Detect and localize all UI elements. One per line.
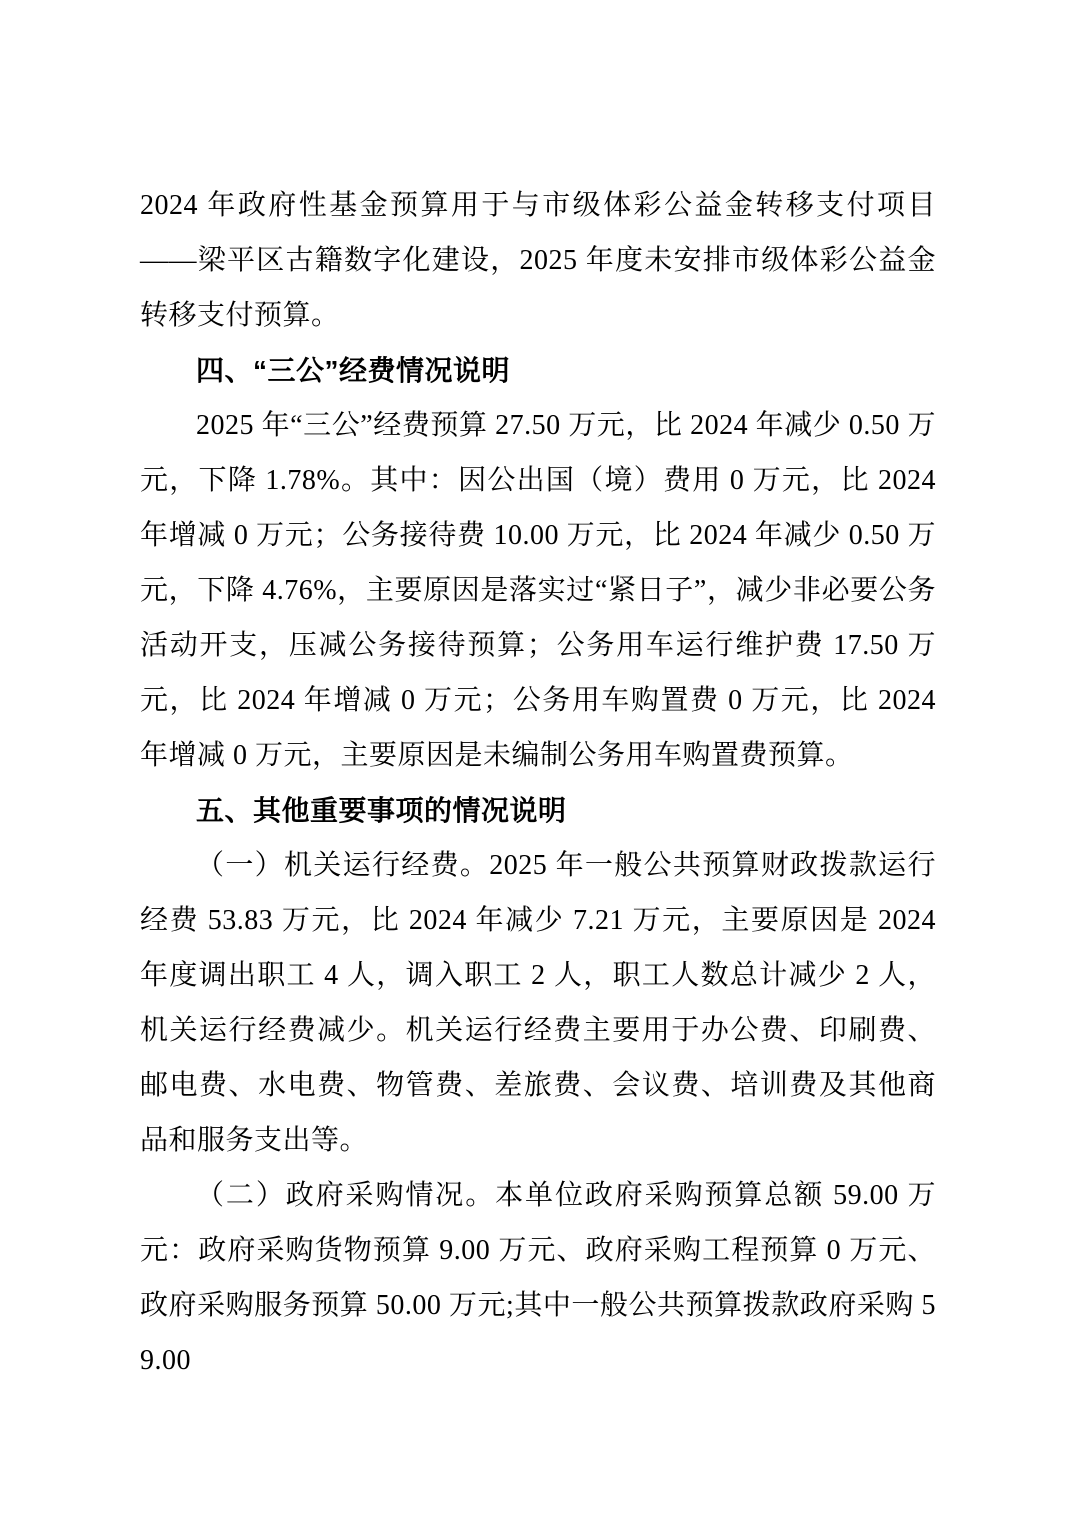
document-content [140,178,936,1388]
paragraph-government-procurement: （二）政府采购情况。本单位政府采购预算总额 59.00 万元：政府采购货物预算 9.00 万元、政府采购工程预算 0 万元、政府采购服务预算 50.00 万元;其中一般公共预算拨款政府采购 59.00 [140,1180,936,1376]
paragraph-agency-operating-costs: （一）机关运行经费。2025 年一般公共预算财政拨款运行经费 53.83 万元，比 2024 年减少 7.21 万元，主要原因是 2024 年度调出职工 4 人，调入职工 2 人，职工人数总计减少 2 人，机关运行经费减少。机关运行经费主要用于办公费、印刷费、邮电费、水电费、物管费、差旅费、会议费、培训费及其他商品和服务支出等。 [140,850,936,1156]
section-heading-other-important-matters: 五、其他重要事项的情况说明 [196,795,567,826]
paragraph-three-public-expenses-detail: 2025 年“三公”经费预算 27.50 万元，比 2024 年减少 0.50 万元，下降 1.78%。其中：因公出国（境）费用 0 万元，比 2024 年增减 0 万元；公务接待费 10.00 万元，比 2024 年减少 0.50 万元，下降 4.76%，主要原因是落实过“紧日子”，减少非必要公务活动开支，压减公务接待预算；公务用车运行维护费 17.50 万元，比 2024 年增减 0 万元；公务用车购置费 0 万元，比 2024 年增减 0 万元，主要原因是未编制公务用车购置费预算。 [140,410,936,771]
paragraph-gov-fund-continuation: 2024 年政府性基金预算用于与市级体彩公益金转移支付项目——梁平区古籍数字化建设，2025 年度未安排市级体彩公益金转移支付预算。 [140,190,936,331]
section-heading-three-public-expenses: 四、“三公”经费情况说明 [196,355,511,386]
